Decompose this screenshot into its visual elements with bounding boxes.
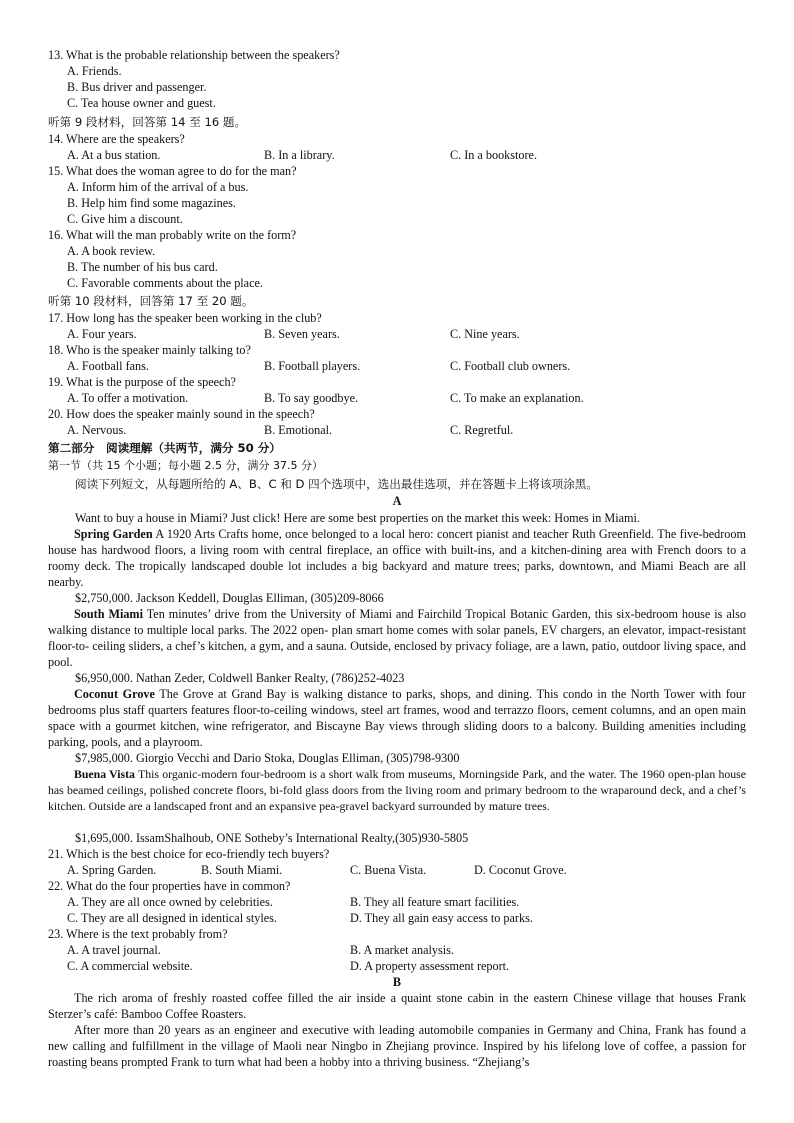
question-18-option-c: C. Football club owners. [450,359,571,373]
buena-vista-price: $1,695,000. IssamShalhoub, ONE Sotheby’s International Realty,(305)930-5805 [75,831,469,845]
question-17-option-c: C. Nine years. [450,327,520,341]
question-23-option-a: A. A travel journal. [67,943,161,957]
part-2-heading: 第二部分 阅读理解（共两节，满分 50 分） [48,441,281,455]
question-22-stem: 22. What do the four properties have in common? [48,879,291,893]
question-16-option-b: B. The number of his bus card. [67,260,218,274]
coconut-grove-paragraph [48,686,746,750]
question-21-option-b: B. South Miami. [201,863,283,877]
question-21-option-c: C. Buena Vista. [350,863,427,877]
spring-garden-price: $2,750,000. Jackson Keddell, Douglas Elliman, (305)209-8066 [75,591,384,605]
reading-instructions: 阅读下列短文，从每题所给的 A、B、C 和 D 四个选项中，选出最佳选项，并在答题卡上将该项涂黑。 [75,477,598,491]
question-14-option-a: A. At a bus station. [67,148,161,162]
question-20-option-b: B. Emotional. [264,423,333,437]
passage-b-paragraph-2-text: After more than 20 years as an engineer and executive with leading automobile companies in Germany and China, Frank has found a new calling and fulfillment in the village of Maoli near Ningbo in Zhejiang province. Inspired by his lifelong love of coffee, a passion for roasting beans prompted Frank to turn what had been a hobby into a thriving business. “Zhejiang’s [48,1023,746,1069]
question-18-option-a: A. Football fans. [67,359,149,373]
question-22-option-b: B. They all feature smart facilities. [350,895,520,909]
question-13-option-b: B. Bus driver and passenger. [67,80,207,94]
passage-b-letter: B [392,975,402,989]
passage-b-paragraph-2 [48,1022,746,1070]
question-20-stem: 20. How does the speaker mainly sound in the speech? [48,407,315,421]
coconut-grove-price: $7,985,000. Giorgio Vecchi and Dario Stoka, Douglas Elliman, (305)798-9300 [75,751,460,765]
question-16-stem: 16. What will the man probably write on the form? [48,228,297,242]
coconut-grove-text: The Grove at Grand Bay is walking distance to parks, shops, and dining. This condo in the North Tower with four bedrooms plus staff quarters features floor-to-ceiling windows, steel art frames, wood and terrazzo floors, cement columns, and an open main space with a gourmet kitchen, wine refrigerator, and Biscayne Bay views through sliding doors to a balcony. Building amenities including parking, pools, and a playroom. [48,687,746,749]
question-23-option-b: B. A market analysis. [350,943,454,957]
question-20-option-c: C. Regretful. [450,423,514,437]
question-22-option-c: C. They are all designed in identical styles. [67,911,277,925]
question-23-stem: 23. Where is the text probably from? [48,927,228,941]
buena-vista-text: This organic-modern four-bedroom is a short walk from museums, Morningside Park, and the water. The 1960 open-plan house has beamed ceilings, polished concrete floors, bi-fold glass doors from the living room and primary bedroom to the wraparound deck, and a chef’s kitchen. Outside are a landscaped front and an expansive pea-gravel backyard surrounded by mature trees. [48,767,747,813]
question-15-option-c: C. Give him a discount. [67,212,183,226]
section-1-heading: 第一节（共 15 个小题；每小题 2.5 分，满分 37.5 分） [48,459,323,472]
question-17-options [48,326,746,342]
question-14-option-b: B. In a library. [264,148,335,162]
question-16-option-a: A. A book review. [67,244,156,258]
question-19-options [48,390,746,406]
question-17-stem: 17. How long has the speaker been working in the club? [48,311,322,325]
question-17-option-b: B. Seven years. [264,327,340,341]
passage-b-paragraph-1-text: The rich aroma of freshly roasted coffee filled the air inside a quaint stone cabin in the eastern Chinese village that houses Frank Sterzer’s café: Bamboo Coffee Roasters. [48,991,746,1021]
question-15-option-a: A. Inform him of the arrival of a bus. [67,180,249,194]
buena-vista-title: Buena Vista [74,767,135,781]
listening-section-9-heading: 听第 9 段材料，回答第 14 至 16 题。 [48,115,247,129]
question-21-stem: 21. Which is the best choice for eco-friendly tech buyers? [48,847,330,861]
question-19-stem: 19. What is the purpose of the speech? [48,375,236,389]
question-15-stem: 15. What does the woman agree to do for the man? [48,164,297,178]
question-20-option-a: A. Nervous. [67,423,127,437]
question-15-option-b: B. Help him find some magazines. [67,196,236,210]
passage-b-paragraph-1 [48,990,746,1022]
question-16-option-c: C. Favorable comments about the place. [67,276,263,290]
question-22-option-a: A. They are all once owned by celebrities. [67,895,273,909]
question-19-option-c: C. To make an explanation. [450,391,584,405]
question-17-option-a: A. Four years. [67,327,137,341]
question-20-options [48,422,746,438]
spring-garden-title: Spring Garden [74,527,153,541]
question-22-options-row-2 [48,910,746,926]
buena-vista-paragraph [48,766,746,814]
question-19-option-b: B. To say goodbye. [264,391,359,405]
question-19-option-a: A. To offer a motivation. [67,391,189,405]
question-21-options [48,862,746,878]
question-23-options-row-1 [48,942,746,958]
question-23-option-c: C. A commercial website. [67,959,193,973]
passage-a-letter: A [392,494,402,508]
question-13-option-c: C. Tea house owner and guest. [67,96,216,110]
question-21-option-d: D. Coconut Grove. [474,863,567,877]
question-22-option-d: D. They all gain easy access to parks. [350,911,533,925]
question-14-option-c: C. In a bookstore. [450,148,537,162]
question-18-options [48,358,746,374]
question-22-options-row-1 [48,894,746,910]
passage-a-intro: Want to buy a house in Miami? Just click! Here are some best properties on the market this week: Homes in Miami. [75,511,640,525]
question-21-option-a: A. Spring Garden. [67,863,157,877]
south-miami-text: Ten minutes’ drive from the University of Miami and Fairchild Tropical Botanic Garden, this six-bedroom house is also walking distance to multiple local parks. The 2022 open- plan smart home comes with solar panels, EV chargers, an elevator, impact-resistant floor-to- ceiling sliders, a chef’s kitchen, a gym, and a sauna. Outside, enclosed by privacy foliage, are a lawn, patio, outdoor living space, and pool. [48,607,746,669]
question-14-stem: 14. Where are the speakers? [48,132,185,146]
question-18-stem: 18. Who is the speaker mainly talking to? [48,343,251,357]
listening-section-10-heading: 听第 10 段材料，回答第 17 至 20 题。 [48,294,254,308]
south-miami-paragraph [48,606,746,670]
question-13-stem: 13. What is the probable relationship between the speakers? [48,48,340,62]
question-23-option-d: D. A property assessment report. [350,959,510,973]
question-14-options [48,147,746,163]
coconut-grove-title: Coconut Grove [74,687,155,701]
question-23-options-row-2 [48,958,746,974]
spring-garden-paragraph [48,526,746,590]
spring-garden-text: A 1920 Arts Crafts home, once belonged to a local hero: concert pianist and teacher Ruth Greenfield. The five-bedroom house has hardwood floors, a living room with central fireplace, an office with built-ins, and a kitchen-dining area with French doors to a roomy deck. The tropically landscaped double lot includes a big backyard and mature trees; parks, downtown, and Miami Beach are all nearby. [48,527,746,589]
south-miami-title: South Miami [74,607,143,621]
question-13-option-a: A. Friends. [67,64,122,78]
south-miami-price: $6,950,000. Nathan Zeder, Coldwell Banker Realty, (786)252-4023 [75,671,405,685]
question-18-option-b: B. Football players. [264,359,361,373]
